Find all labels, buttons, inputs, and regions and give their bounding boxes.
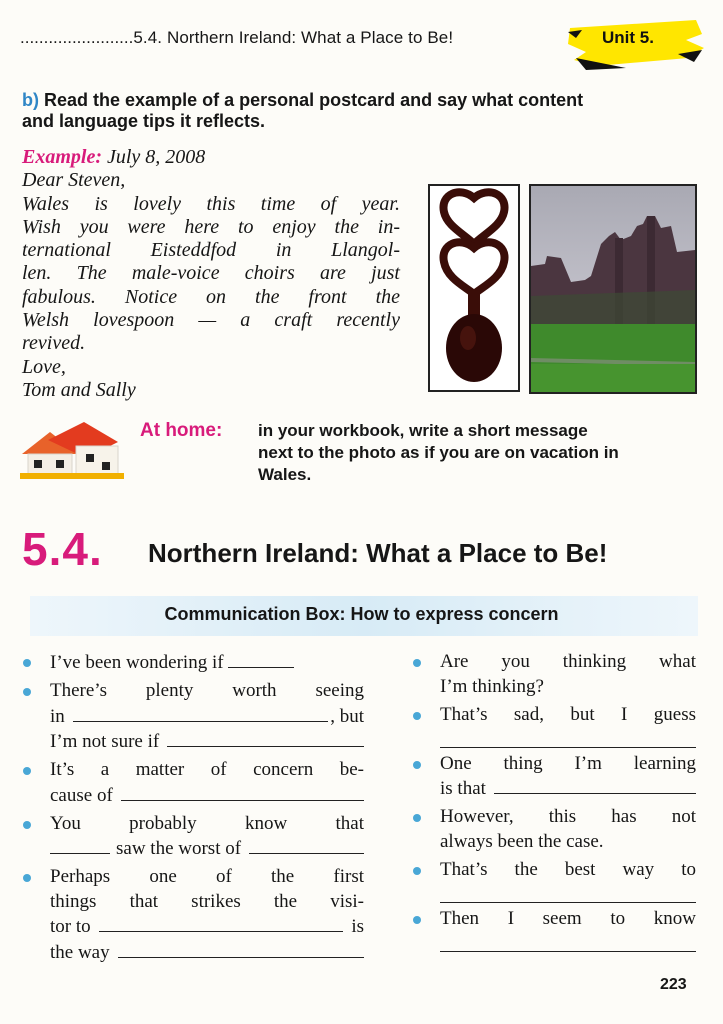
answer-blank[interactable] <box>50 836 110 854</box>
answer-blank[interactable] <box>440 882 696 903</box>
section-title: Northern Ireland: What a Place to Be! <box>148 538 608 568</box>
postcard-line: ternational Eisteddfod in Llangol- <box>22 239 400 262</box>
postcard-line: Love, <box>22 355 66 378</box>
postcard-line: Welsh lovespoon — a craft recently <box>22 309 400 332</box>
at-home-label: At home: <box>140 420 223 441</box>
running-title: 5.4. Northern Ireland: What a Place to Be! <box>133 28 454 47</box>
phrases-right-column <box>440 650 696 956</box>
bullet-icon <box>413 916 421 924</box>
postcard-line: len. The male-voice choirs are just <box>22 262 400 285</box>
phrase-text: However, this has not <box>440 806 696 827</box>
phrase-item <box>50 865 364 965</box>
house-icon <box>20 418 124 480</box>
phrase-text: saw the worst of <box>116 838 242 859</box>
postcard-line: Wish you were here to enjoy the in- <box>22 215 400 238</box>
lovespoon-image <box>428 184 520 392</box>
unit-label: Unit 5. <box>602 28 654 47</box>
phrase-text: I’m thinking? <box>440 675 544 697</box>
postcard-line: revived. <box>22 332 86 355</box>
phrase-text: You probably know that <box>50 812 364 834</box>
phrase-text: Perhaps one of the first <box>50 866 364 887</box>
phrase-item <box>440 858 696 904</box>
bullet-icon <box>413 761 421 769</box>
answer-blank[interactable] <box>228 650 294 668</box>
task-b-instruction <box>22 90 702 132</box>
phrase-item <box>440 907 696 953</box>
phrase-text: is <box>351 916 364 937</box>
at-home-task <box>140 420 700 484</box>
communication-box-title: Communication Box: How to express concern <box>164 604 559 624</box>
phrase-text: It’s a matter of concern be- <box>50 759 364 780</box>
phrase-text: I’ve been wondering if <box>50 652 224 673</box>
phrase-text: cause of <box>50 784 113 806</box>
phrase-item <box>50 679 364 755</box>
phrase-text: One thing I’m learning <box>440 752 696 774</box>
answer-blank[interactable] <box>440 931 696 952</box>
header-dots: ........................ <box>20 28 134 47</box>
phrase-item <box>50 650 364 676</box>
bullet-icon <box>23 659 31 667</box>
phrase-text: in <box>50 705 65 727</box>
answer-blank[interactable] <box>118 940 364 958</box>
phrase-text: always been the case. <box>440 830 604 852</box>
at-home-line: Wales. <box>258 465 312 484</box>
answer-blank[interactable] <box>73 704 328 722</box>
phrase-text: Then I seem to know <box>440 907 696 929</box>
phrase-text: That’s the best way to <box>440 858 696 880</box>
answer-blank[interactable] <box>494 776 696 794</box>
phrase-text: That’s sad, but I guess <box>440 703 696 725</box>
phrases-left-column <box>50 650 364 969</box>
answer-blank[interactable] <box>167 729 364 747</box>
answer-blank[interactable] <box>99 914 344 932</box>
phrase-text: I’m not sure if <box>50 731 160 752</box>
phrase-item <box>440 703 696 749</box>
postcard-line: Dear Steven, <box>22 169 126 192</box>
postcard-date: July 8, 2008 <box>107 146 206 168</box>
page-number: 223 <box>660 976 687 993</box>
bullet-icon <box>23 688 31 696</box>
bullet-icon <box>413 659 421 667</box>
task-b-line2: and language tips it reflects. <box>22 111 266 131</box>
phrase-text: things that strikes the visi- <box>50 890 364 912</box>
phrase-text: , but <box>330 705 364 727</box>
answer-blank[interactable] <box>249 836 364 854</box>
at-home-line: next to the photo as if you are on vacation in <box>258 443 619 462</box>
phrase-text: tor to <box>50 916 91 937</box>
bullet-icon <box>23 874 31 882</box>
bullet-icon <box>23 821 31 829</box>
postcard-line: Wales is lovely this time of year. <box>22 192 400 215</box>
phrase-text: Are you thinking what <box>440 651 696 672</box>
postcard-line: Tom and Sally <box>22 378 136 401</box>
at-home-line: in your workbook, write a short message <box>258 421 588 440</box>
phrase-item <box>440 805 696 854</box>
phrase-text: is that <box>440 778 486 799</box>
phrase-item <box>440 752 696 802</box>
section-number: 5.4. <box>22 523 103 575</box>
bullet-icon <box>23 767 31 775</box>
phrase-item <box>50 812 364 862</box>
example-label: Example: <box>22 146 102 168</box>
postcard-example <box>22 146 400 402</box>
bullet-icon <box>413 867 421 875</box>
phrase-text: There’s plenty worth seeing <box>50 680 364 701</box>
bullet-icon <box>413 712 421 720</box>
answer-blank[interactable] <box>121 783 364 801</box>
phrase-text: the way <box>50 941 110 963</box>
answer-blank[interactable] <box>440 727 696 748</box>
phrase-item <box>440 650 696 699</box>
postcard-line: fabulous. Notice on the front the <box>22 285 400 308</box>
running-header <box>20 28 453 48</box>
task-b-line1: Read the example of a personal postcard and say what content <box>44 90 584 110</box>
task-letter: b) <box>22 90 39 110</box>
phrase-item <box>50 758 364 808</box>
bullet-icon <box>413 814 421 822</box>
castle-photo <box>529 184 697 394</box>
